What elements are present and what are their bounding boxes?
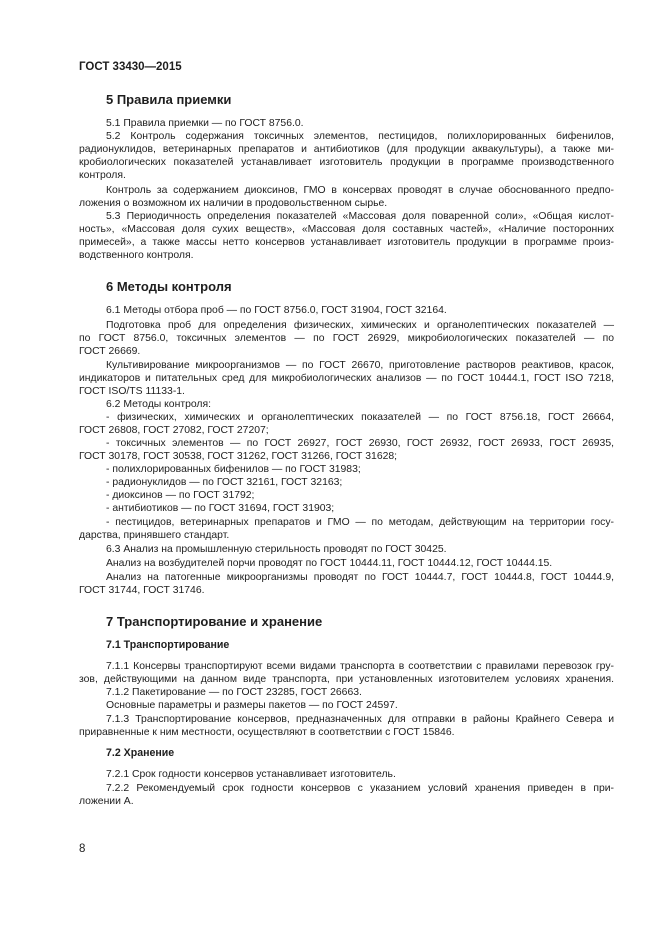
text-line: ложении А. (79, 796, 134, 807)
subsection-heading-7-2: 7.2 Хранение (106, 747, 175, 759)
text-line: 6.1 Методы отбора проб — по ГОСТ 8756.0, ГОСТ 31904, ГОСТ 32164. (106, 305, 447, 316)
section-heading-7: 7 Транспортирование и хранение (106, 614, 323, 629)
text-line: ГОСТ 31744, ГОСТ 31746. (79, 585, 205, 596)
text-line: 7.2.2 Рекомендуемый срок годности консервов с указанием условий хранения приведен в при- (106, 783, 614, 794)
text-line: 7.1.1 Консервы транспортируют всеми видами транспорта в соответствии с правилами перевозок гру- (106, 661, 614, 672)
text-line: Основные параметры и размеры пакетов — по ГОСТ 24597. (106, 700, 398, 711)
text-line: примесей», а также массы нетто консервов устанавливает изготовитель продукции в программе произ- (79, 237, 614, 248)
text-line: приравненные к ним местности, осуществляют в соответствии с ГОСТ 15846. (79, 727, 455, 738)
text-line: 6.2 Методы контроля: (106, 399, 211, 410)
text-line: 5.3 Периодичность определения показателей «Массовая доля поваренной соли», «Общая кислот- (106, 211, 614, 222)
text-line: - полихлорированных бифенилов — по ГОСТ 31983; (106, 464, 361, 475)
subsection-heading-7-1: 7.1 Транспортирование (106, 639, 230, 651)
text-line: - диоксинов — по ГОСТ 31792; (106, 490, 255, 501)
text-line: контроля. (79, 170, 126, 181)
document-header: ГОСТ 33430—2015 (79, 61, 182, 73)
text-line: - радионуклидов — по ГОСТ 32161, ГОСТ 32163; (106, 477, 343, 488)
text-line: ГОСТ 30178, ГОСТ 30538, ГОСТ 31262, ГОСТ 31266, ГОСТ 31628; (79, 451, 398, 462)
page-number: 8 (79, 843, 86, 855)
text-line: 5.2 Контроль содержания токсичных элементов, пестицидов, полихлорированных бифенилов, (106, 131, 614, 142)
text-line: - пестицидов, ветеринарных препаратов и ГМО — по методам, действующим на территории госу- (106, 517, 614, 528)
text-line: 5.1 Правила приемки — по ГОСТ 8756.0. (106, 118, 304, 129)
text-line: 7.2.1 Срок годности консервов устанавливает изготовитель. (106, 769, 396, 780)
text-line: Культивирование микроорганизмов — по ГОСТ 26670, приготовление растворов реактивов, красок, (106, 360, 614, 371)
text-line: индикаторов и питательных сред для микробиологических анализов — по ГОСТ 10444.1, ГОСТ ISO 7218, (79, 373, 614, 384)
text-line: ГОСТ 26808, ГОСТ 27082, ГОСТ 27207; (79, 425, 269, 436)
text-line: 6.3 Анализ на промышленную стерильность проводят по ГОСТ 30425. (106, 544, 447, 555)
text-line: - физических, химических и органолептических показателей — по ГОСТ 8756.18, ГОСТ 26664, (106, 412, 614, 423)
text-line: - токсичных элементов — по ГОСТ 26927, ГОСТ 26930, ГОСТ 26932, ГОСТ 26933, ГОСТ 26935, (106, 438, 614, 449)
text-line: зов, действующими на данном виде транспорта, при установленных изготовителем условиях хранения. (79, 674, 614, 685)
text-line: кробиологических показателей устанавливает изготовитель продукции в программе производственного (79, 157, 614, 168)
text-line: Подготовка проб для определения физических, химических и органолептических показателей — (106, 320, 614, 331)
section-heading-6: 6 Методы контроля (106, 279, 232, 294)
text-line: по ГОСТ 8756.0, токсичных элементов — по ГОСТ 26929, микробиологических показателей — по (79, 333, 614, 344)
text-line: - антибиотиков — по ГОСТ 31694, ГОСТ 31903; (106, 503, 335, 514)
section-heading-5: 5 Правила приемки (106, 92, 232, 107)
text-line: дарства, принявшего стандарт. (79, 530, 230, 541)
text-line: радионуклидов, ветеринарных препаратов и антибиотиков (для продукции аквакультуры), а также ми- (79, 144, 614, 155)
text-line: Анализ на возбудителей порчи проводят по ГОСТ 10444.11, ГОСТ 10444.12, ГОСТ 10444.15. (106, 558, 553, 569)
text-line: ность», «Массовая доля сухих веществ», «Массовая доля составных частей», «Наличие посторонних (79, 224, 614, 235)
text-line: ГОСТ 26669. (79, 346, 141, 357)
text-line: 7.1.3 Транспортирование консервов, предназначенных для отправки в районы Крайнего Севера и (106, 714, 614, 725)
text-line: ложения о возможном их наличии в продовольственном сырье. (79, 198, 388, 209)
text-line: Контроль за содержанием диоксинов, ГМО в консервах проводят в случае обоснованного предпо- (106, 185, 614, 196)
text-line: водственного контроля. (79, 250, 194, 261)
text-line: Анализ на патогенные микроорганизмы проводят по ГОСТ 10444.7, ГОСТ 10444.8, ГОСТ 10444.9, (106, 572, 614, 583)
text-line: ГОСТ ISO/TS 11133-1. (79, 386, 185, 397)
text-line: 7.1.2 Пакетирование — по ГОСТ 23285, ГОСТ 26663. (106, 687, 362, 698)
